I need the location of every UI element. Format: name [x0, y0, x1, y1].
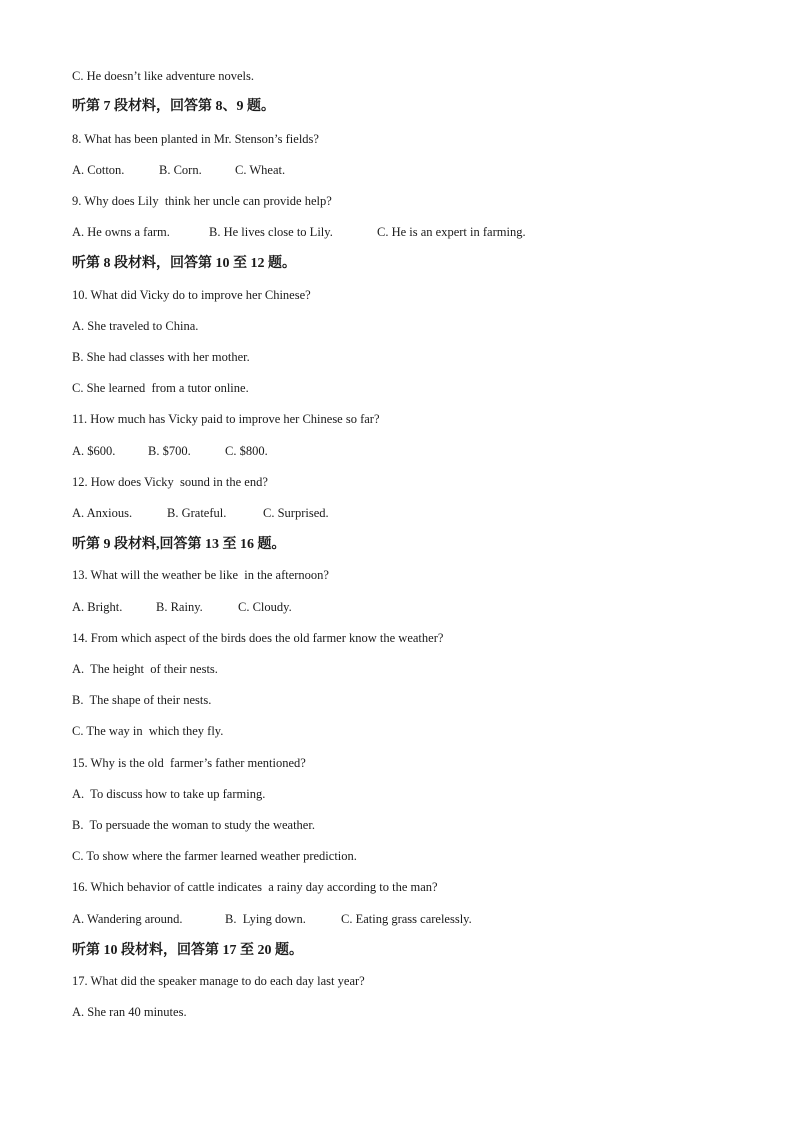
option-b: B. To persuade the woman to study the weather.: [72, 818, 315, 832]
option-c: C. Surprised.: [263, 506, 329, 520]
option-c: C. She learned from a tutor online.: [72, 381, 249, 395]
option-a: A. The height of their nests.: [72, 662, 218, 676]
option-b: B. Corn.: [159, 163, 202, 177]
question-14: 14. From which aspect of the birds does the old farmer know the weather?: [72, 631, 444, 645]
option-a: A. Bright.: [72, 600, 123, 614]
option-a: A. She ran 40 minutes.: [72, 1005, 187, 1019]
question-10: 10. What did Vicky do to improve her Chinese?: [72, 288, 311, 302]
question-13: 13. What will the weather be like in the afternoon?: [72, 568, 329, 582]
options-row-8: [72, 162, 285, 178]
section-heading: 听第 10 段材料，回答第 17 至 20 题。: [72, 943, 303, 958]
section-heading: 听第 8 段材料，回答第 10 至 12 题。: [72, 256, 296, 271]
options-row-12: [72, 505, 329, 521]
option-b: B. The shape of their nests.: [72, 693, 212, 707]
question-16: 16. Which behavior of cattle indicates a rainy day according to the man?: [72, 880, 438, 894]
options-row-16: [72, 911, 472, 927]
section-heading: 听第 9 段材料,回答第 13 至 16 题。: [72, 537, 286, 552]
question-15: 15. Why is the old farmer’s father mentioned?: [72, 756, 306, 770]
question-11: 11. How much has Vicky paid to improve her Chinese so far?: [72, 412, 380, 426]
option-c: C. The way in which they fly.: [72, 724, 224, 738]
option-a: A. Cotton.: [72, 163, 125, 177]
options-row-11: [72, 443, 268, 459]
options-row-13: [72, 599, 292, 615]
option-b: B. Grateful.: [167, 506, 227, 520]
option-b: B. Lying down.: [225, 912, 306, 926]
option-c: C. Cloudy.: [238, 600, 292, 614]
option-b: B. She had classes with her mother.: [72, 350, 250, 364]
option-b: B. Rainy.: [156, 600, 203, 614]
options-row-9: [72, 224, 526, 240]
option-a: A. She traveled to China.: [72, 319, 199, 333]
option-a: A. He owns a farm.: [72, 225, 170, 239]
option-b: B. $700.: [148, 444, 191, 458]
section-heading: 听第 7 段材料，回答第 8、9 题。: [72, 99, 275, 114]
option-a: A. Anxious.: [72, 506, 133, 520]
question-9: 9. Why does Lily think her uncle can provide help?: [72, 194, 332, 208]
option-a: A. $600.: [72, 444, 116, 458]
option-c: C. Wheat.: [235, 163, 286, 177]
option-a: A. To discuss how to take up farming.: [72, 787, 266, 801]
option-c: C. $800.: [225, 444, 268, 458]
question-8: 8. What has been planted in Mr. Stenson’s fields?: [72, 132, 319, 146]
option-c: C. He is an expert in farming.: [377, 225, 526, 239]
option-line: C. He doesn’t like adventure novels.: [72, 69, 255, 83]
option-c: C. Eating grass carelessly.: [341, 912, 472, 926]
question-12: 12. How does Vicky sound in the end?: [72, 475, 268, 489]
question-17: 17. What did the speaker manage to do each day last year?: [72, 974, 365, 988]
option-c: C. To show where the farmer learned weather prediction.: [72, 849, 357, 863]
option-a: A. Wandering around.: [72, 912, 183, 926]
option-b: B. He lives close to Lily.: [209, 225, 333, 239]
